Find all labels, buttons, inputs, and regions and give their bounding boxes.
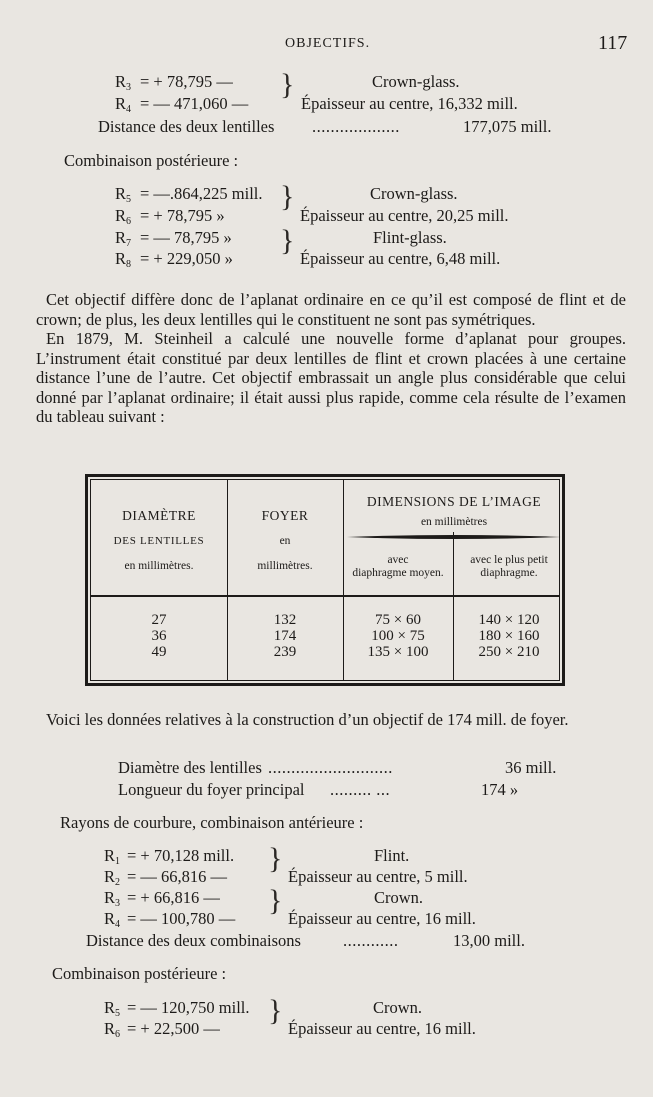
table-column-petit (453, 612, 565, 660)
radius-row: $R_2$ = — 66,816 — Épaisseur au centre, 5 mill. (104, 867, 468, 888)
col-subheader: en millimètres. (124, 560, 194, 572)
radius-row: $R_3$ = + 66,816 — Crown. (104, 888, 424, 909)
page-number: 117 (598, 32, 628, 54)
brace: } (268, 842, 283, 875)
radius-row: $R_3$ = + 78,795 — Crown-glass. (115, 72, 460, 93)
distance-row: Distance des deux lentilles ................... 177,075 mill. (98, 117, 552, 136)
body-paragraph: Cet objectif diffère donc de l’aplanat ordinaire en ce qu’il est composé de flint et de crown; de plus, les deux lentilles qui le constituent ne sont pas symétriques. En 1879, M. Steinheil a calculé une nouvelle forme d’aplanat pour groupes. L’instrument était constitué par deux lentilles de flint et crown placées à une certaine distance l’une de l’autre. Cet objectif embrassait un angle plus considérable que celui donné par l’aplanat ordinaire; il était aussi plus rapide, comme cela résulte de l’examen du tableau suivant : (36, 290, 626, 426)
col-subheader: en millimètres (420, 516, 488, 528)
radius-row: $R_6$ = + 78,795 » Épaisseur au centre, 20,25 mill. (115, 206, 509, 227)
distance-row: Distance des deux combinaisons ............ 13,00 mill. (86, 931, 525, 950)
table-cell: 180 × 160 (478, 628, 540, 644)
table-cell: 27 (151, 612, 167, 628)
table-cell: 132 (273, 612, 297, 628)
swelled-rule (347, 533, 561, 541)
col-subheader: avec diaphragme moyen. (352, 554, 444, 579)
col-subheader: millimètres. (257, 560, 313, 572)
section-heading: Rayons de courbure, combinaison antérieure : (60, 813, 364, 832)
table-cell: 49 (151, 644, 167, 660)
table-cell: 250 × 210 (478, 644, 540, 660)
radius-row: $R_5$ = — 120,750 mill. Crown. (104, 998, 423, 1019)
radius-row: $R_4$ = — 471,060 — Épaisseur au centre, 16,332 mill. (115, 94, 518, 115)
table-column-moyen (343, 612, 453, 660)
col-header: DIAMÈTRE (122, 508, 196, 523)
col-header: DIMENSIONS DE L’IMAGE (366, 494, 542, 509)
table-cell: 140 × 120 (478, 612, 540, 628)
radius-row: $R_8$ = + 229,050 » Épaisseur au centre, 6,48 mill. (115, 249, 501, 270)
section-heading: Combinaison postérieure : (64, 151, 239, 170)
col-subheader: DES LENTILLES (113, 535, 205, 547)
brace: } (280, 68, 295, 101)
brace: } (280, 180, 295, 213)
table-cell: 36 (151, 628, 167, 644)
table-cell: 174 (273, 628, 297, 644)
body-paragraph: Voici les données relatives à la construction d’un objectif de 174 mill. de foyer. (46, 710, 569, 729)
table-cell: 135 × 100 (367, 644, 429, 660)
radius-row: $R_1$ = + 70,128 mill. Flint. (104, 846, 410, 867)
radius-row: $R_6$ = + 22,500 — Épaisseur au centre, 16 mill. (104, 1019, 476, 1040)
running-head: OBJECTIFS. (285, 36, 371, 51)
table-cell: 100 × 75 (371, 628, 425, 644)
table-cell: 75 × 60 (375, 612, 421, 628)
col-header: FOYER (261, 508, 309, 523)
table-cell: 239 (273, 644, 297, 660)
data-row: Longueur du foyer principal ......... ... 174 » (118, 780, 519, 799)
brace: } (268, 884, 283, 917)
dimensions-table (85, 474, 565, 686)
radius-row: $R_7$ = — 78,795 » Flint-glass. (115, 228, 447, 249)
data-row: Diamètre des lentilles ........................... 36 mill. (118, 758, 557, 777)
brace: } (280, 224, 295, 257)
table-column-foyer (227, 612, 343, 660)
radius-row: $R_5$ = —.864,225 mill. Crown-glass. (115, 184, 458, 205)
brace: } (268, 994, 283, 1027)
table-column-diametre (91, 612, 227, 660)
col-subheader: en (279, 535, 291, 547)
col-subheader: avec le plus petit diaphragme. (470, 554, 548, 579)
section-heading: Combinaison postérieure : (52, 964, 227, 983)
radius-row: $R_4$ = — 100,780 — Épaisseur au centre, 16 mill. (104, 909, 476, 930)
